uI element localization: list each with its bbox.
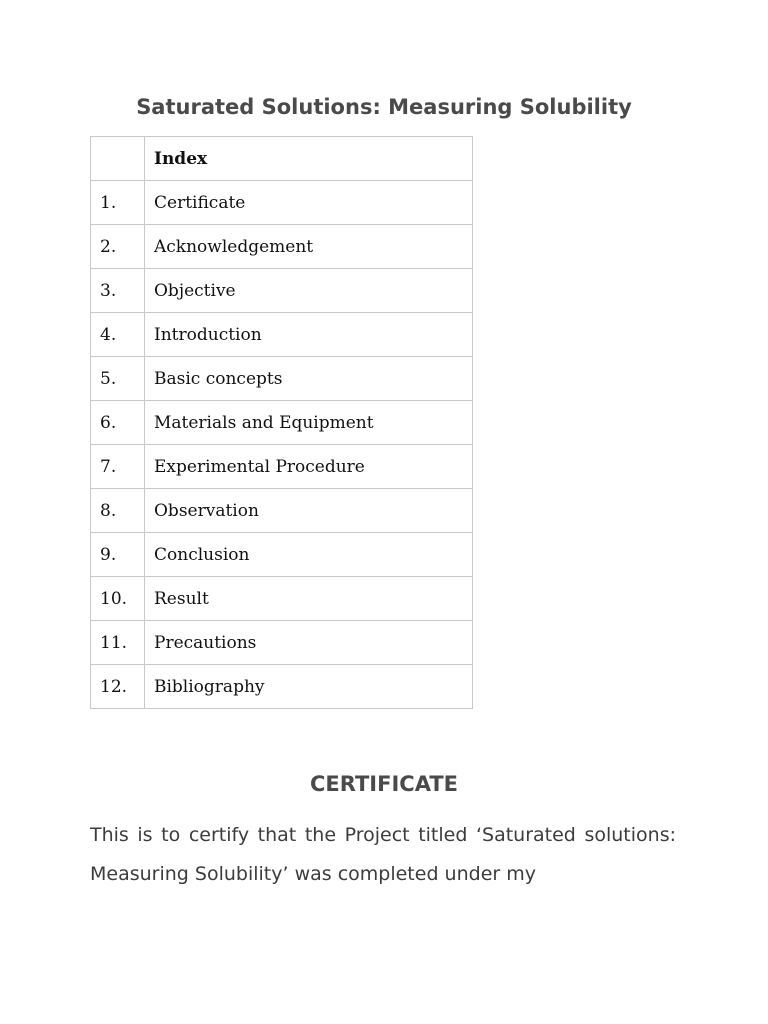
- row-number: 6.: [91, 401, 145, 445]
- row-item: Acknowledgement: [145, 225, 473, 269]
- row-number: 1.: [91, 181, 145, 225]
- row-number: 7.: [91, 445, 145, 489]
- table-row: [91, 357, 473, 401]
- row-number: 12.: [91, 665, 145, 709]
- table-header-num-cell: [91, 137, 145, 181]
- row-item: Bibliography: [145, 665, 473, 709]
- table-row: [91, 445, 473, 489]
- table-row: [91, 577, 473, 621]
- row-item: Conclusion: [145, 533, 473, 577]
- certificate-heading: CERTIFICATE: [310, 772, 458, 796]
- table-header-cell: Index: [145, 137, 473, 181]
- table-row: [91, 489, 473, 533]
- row-number: 4.: [91, 313, 145, 357]
- row-number: 3.: [91, 269, 145, 313]
- table-row: [91, 225, 473, 269]
- row-item: Materials and Equipment: [145, 401, 473, 445]
- index-table: [90, 136, 473, 709]
- row-number: 11.: [91, 621, 145, 665]
- row-item: Result: [145, 577, 473, 621]
- table-row: [91, 665, 473, 709]
- table-row: [91, 313, 473, 357]
- table-header-row: [91, 137, 473, 181]
- row-item: Objective: [145, 269, 473, 313]
- row-number: 2.: [91, 225, 145, 269]
- row-item: Experimental Procedure: [145, 445, 473, 489]
- table-row: [91, 621, 473, 665]
- row-number: 8.: [91, 489, 145, 533]
- row-item: Certificate: [145, 181, 473, 225]
- row-number: 5.: [91, 357, 145, 401]
- row-item: Observation: [145, 489, 473, 533]
- table-row: [91, 181, 473, 225]
- row-item: Introduction: [145, 313, 473, 357]
- certificate-paragraph: This is to certify that the Project titled ‘Saturated solutions: Measuring Solubility’ was completed under my: [90, 824, 676, 885]
- table-row: [91, 401, 473, 445]
- row-item: Basic concepts: [145, 357, 473, 401]
- row-number: 10.: [91, 577, 145, 621]
- table-row: [91, 269, 473, 313]
- table-row: [91, 533, 473, 577]
- row-item: Precautions: [145, 621, 473, 665]
- document-title: Saturated Solutions: Measuring Solubility: [136, 95, 632, 119]
- row-number: 9.: [91, 533, 145, 577]
